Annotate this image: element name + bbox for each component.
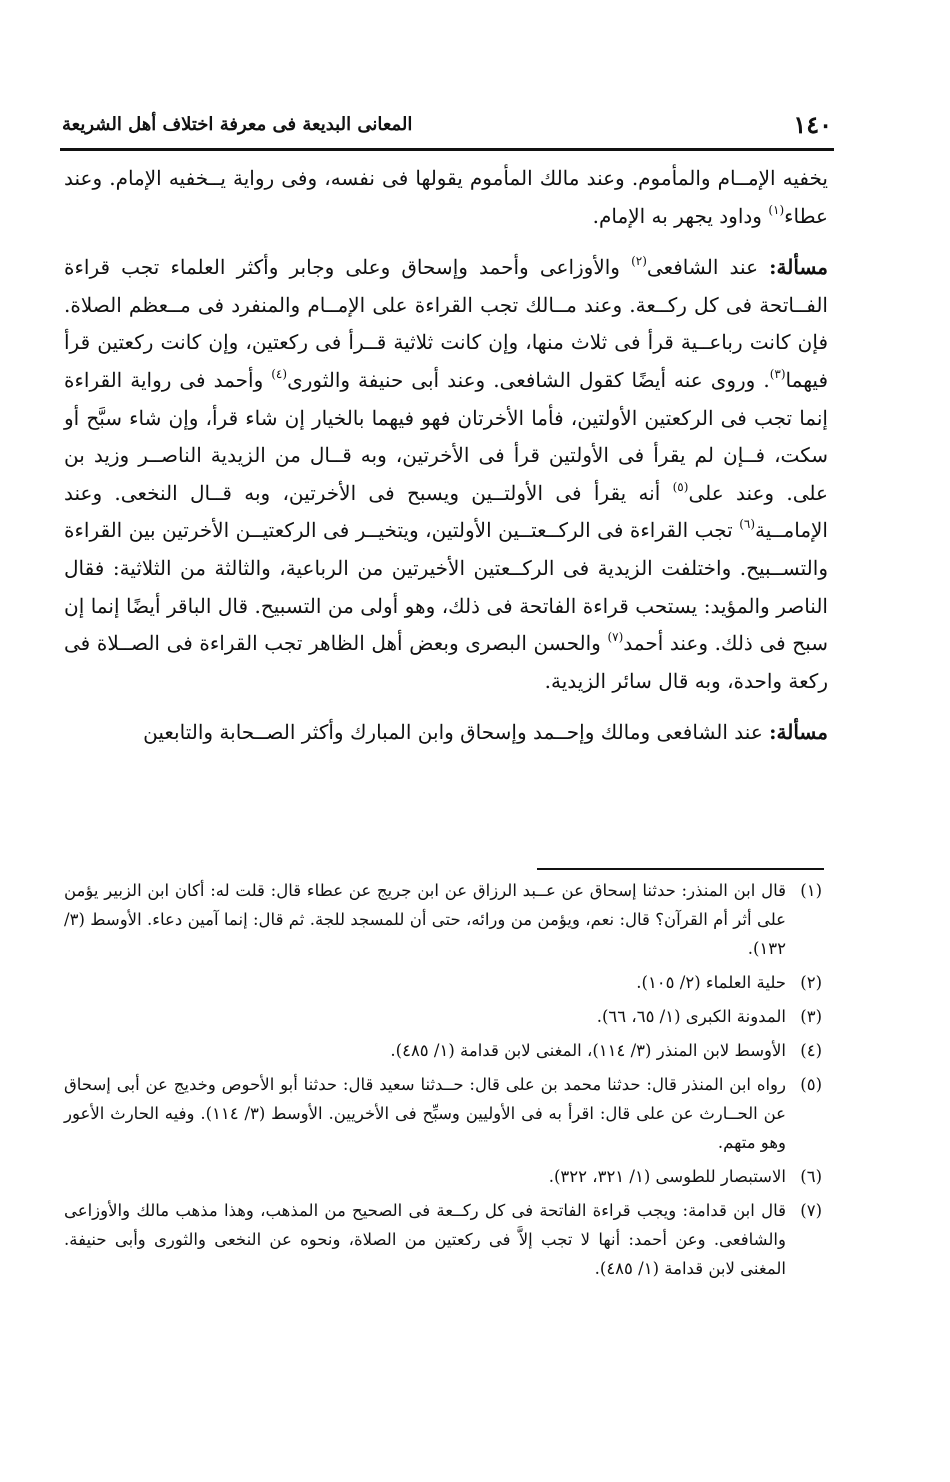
paragraph-continuation (64, 160, 828, 235)
masala-label: مسألة: (769, 720, 828, 745)
footnote-marker: (١) (800, 881, 822, 900)
footnote-text: قال ابن المنذر: حدثنا إسحاق عن عــبد الرزاق عن ابن جريج عن عطاء قال: قلت له: أكان ابن الزبير يؤمن على أثر أم القرآن؟ قال: نعم، ويؤمن من ورائه، حتى أن للمسجد للجة. ثم قال: إنما آمين دعاء. الأوسط (٣/ ١٣٢). (64, 881, 786, 959)
text-segment: وداود يجهر به الإمام. (592, 203, 769, 228)
page-number: ١٤٠ (793, 109, 832, 139)
footnote-ref-1: (١) (768, 202, 785, 217)
footnote-7 (64, 1196, 822, 1284)
footnote-ref-2: (٢) (631, 254, 647, 269)
footnote-4 (64, 1036, 822, 1065)
text-segment: عند الشافعى (646, 255, 770, 280)
footnote-ref-5: (٥) (672, 479, 689, 494)
footnote-marker: (٢) (800, 973, 822, 993)
footnote-text: الأوسط لابن المنذر (٣/ ١١٤)، المغنى لابن قدامة (١/ ٤٨٥). (390, 1040, 786, 1060)
text-segment: والأوزاعى وأحمد وإسحاق وعلى وجابر وأكثر العلماء تجب قراءة الفــاتحة فى كل ركــعة. وعند مــالك تجب القراءة على الإمــام والمنفرد فى مــعظم الصلاة. فإن كانت رباعــية قرأ فى ثلاث منها، وإن كانت ثلاثية قــرأ فى ركعتين، وإن كانت ركعتين قرأ فيهما (64, 255, 829, 392)
text-segment: تجب القراءة فى الركــعتــين الأولتين، ويتخيــر فى الركعتيــن الأخرتين بين القراءة والتســبيح. واختلفت الزيدية فى الركــعتين الأخيرتين من الرباعية، والثالثة من الثلاثية: فقال الناصر والمؤيد: يستحب قراءة الفاتحة فى ذلك، وهو أولى من التسبيح. قال الباقر أيضًا إنما إن سبح فى ذلك. وعند أحمد (64, 518, 828, 656)
running-title: المعانى البديعة فى معرفة اختلاف أهل الشريعة (62, 113, 413, 135)
footnote-ref-4: (٤) (271, 366, 288, 381)
paragraph-masala-2 (64, 714, 828, 752)
footnote-2 (64, 968, 822, 997)
footnote-5 (64, 1070, 822, 1158)
text-segment: عند الشافعى ومالك وإحــمد وإسحاق وابن المبارك وأكثر الصــحابة والتابعين (143, 720, 770, 745)
footnote-text: رواه ابن المنذر قال: حدثنا محمد بن على قال: حــدثنا سعيد قال: حدثنا أبو الأحوص وخديج عن أبى إسحاق عن الحــارث عن على قال: اقرأ به فى الأوليين وسبِّح فى الأخريين. الأوسط (٣/ ١١٤). وفيه الحارث الأعور وهو متهم. (64, 1074, 786, 1152)
footnote-text: قال ابن قدامة: ويجب قراءة الفاتحة فى كل ركــعة فى الصحيح من المذهب، وهذا مذهب مالك والأوزاعى والشافعى. وعن أحمد: أنها لا تجب إلاَّ فى ركعتين من الصلاة، ونحوه عن النخعى والثورى وأبى حنيفة. المغنى لابن قدامة (١/ ٤٨٥). (64, 1200, 786, 1278)
main-text (64, 160, 828, 752)
text-segment: أنه يقرأ فى الأولتــين ويسبح فى الأخرتين، وبه قــال النخعى. وعند الإمامــية (64, 480, 828, 543)
footnotes (64, 876, 822, 1288)
footnote-6 (64, 1162, 822, 1191)
footnote-text: الاستبصار للطوسى (١/ ٣٢١، ٣٢٢). (548, 1166, 786, 1186)
page-header (62, 106, 832, 142)
footnote-separator (537, 868, 824, 870)
text-segment: يخفيه الإمــام والمأموم. وعند مالك المأموم يقولها فى نفسه، وفى رواية يــخفيه الإمام. وعند عطاء (64, 166, 828, 228)
footnote-3 (64, 1002, 822, 1031)
text-segment: . وروى عنه أيضًا كقول الشافعى. وعند أبى حنيفة والثورى (287, 367, 770, 392)
footnote-text: المدونة الكبرى (١/ ٦٥، ٦٦). (596, 1007, 786, 1026)
text-segment: والحسن البصرى وبعض أهل الظاهر تجب القراءة فى الصــلاة فى ركعة واحدة، وبه قال سائر الزيدية. (64, 631, 828, 693)
footnote-ref-6: (٦) (739, 517, 756, 532)
footnote-1 (64, 876, 822, 964)
footnote-ref-7: (٧) (607, 630, 624, 645)
footnote-marker: (٦) (800, 1166, 822, 1186)
footnote-marker: (٣) (800, 1007, 822, 1026)
footnote-marker: (٤) (800, 1040, 822, 1060)
masala-label: مسألة: (769, 255, 829, 280)
footnote-marker: (٧) (800, 1200, 822, 1220)
footnote-text: حلية العلماء (٢/ ١٠٥). (636, 973, 786, 993)
footnote-ref-3: (٣) (769, 366, 786, 381)
paragraph-masala-1 (64, 249, 828, 700)
text-segment: وأحمد فى رواية القراءة إنما تجب فى الركعتين الأولتين، فأما الأخرتان فهو فيهما بالخيار إن شاء قرأ، وإن شاء سبَّح أو سكت، فــإن لم يقرأ فى الأولتين قرأ فى الأخرتين، وبه قــال من الزيدية الناصــر وزيد بن على. وعند على (64, 367, 828, 505)
footnote-marker: (٥) (800, 1074, 822, 1094)
header-rule (60, 148, 834, 151)
